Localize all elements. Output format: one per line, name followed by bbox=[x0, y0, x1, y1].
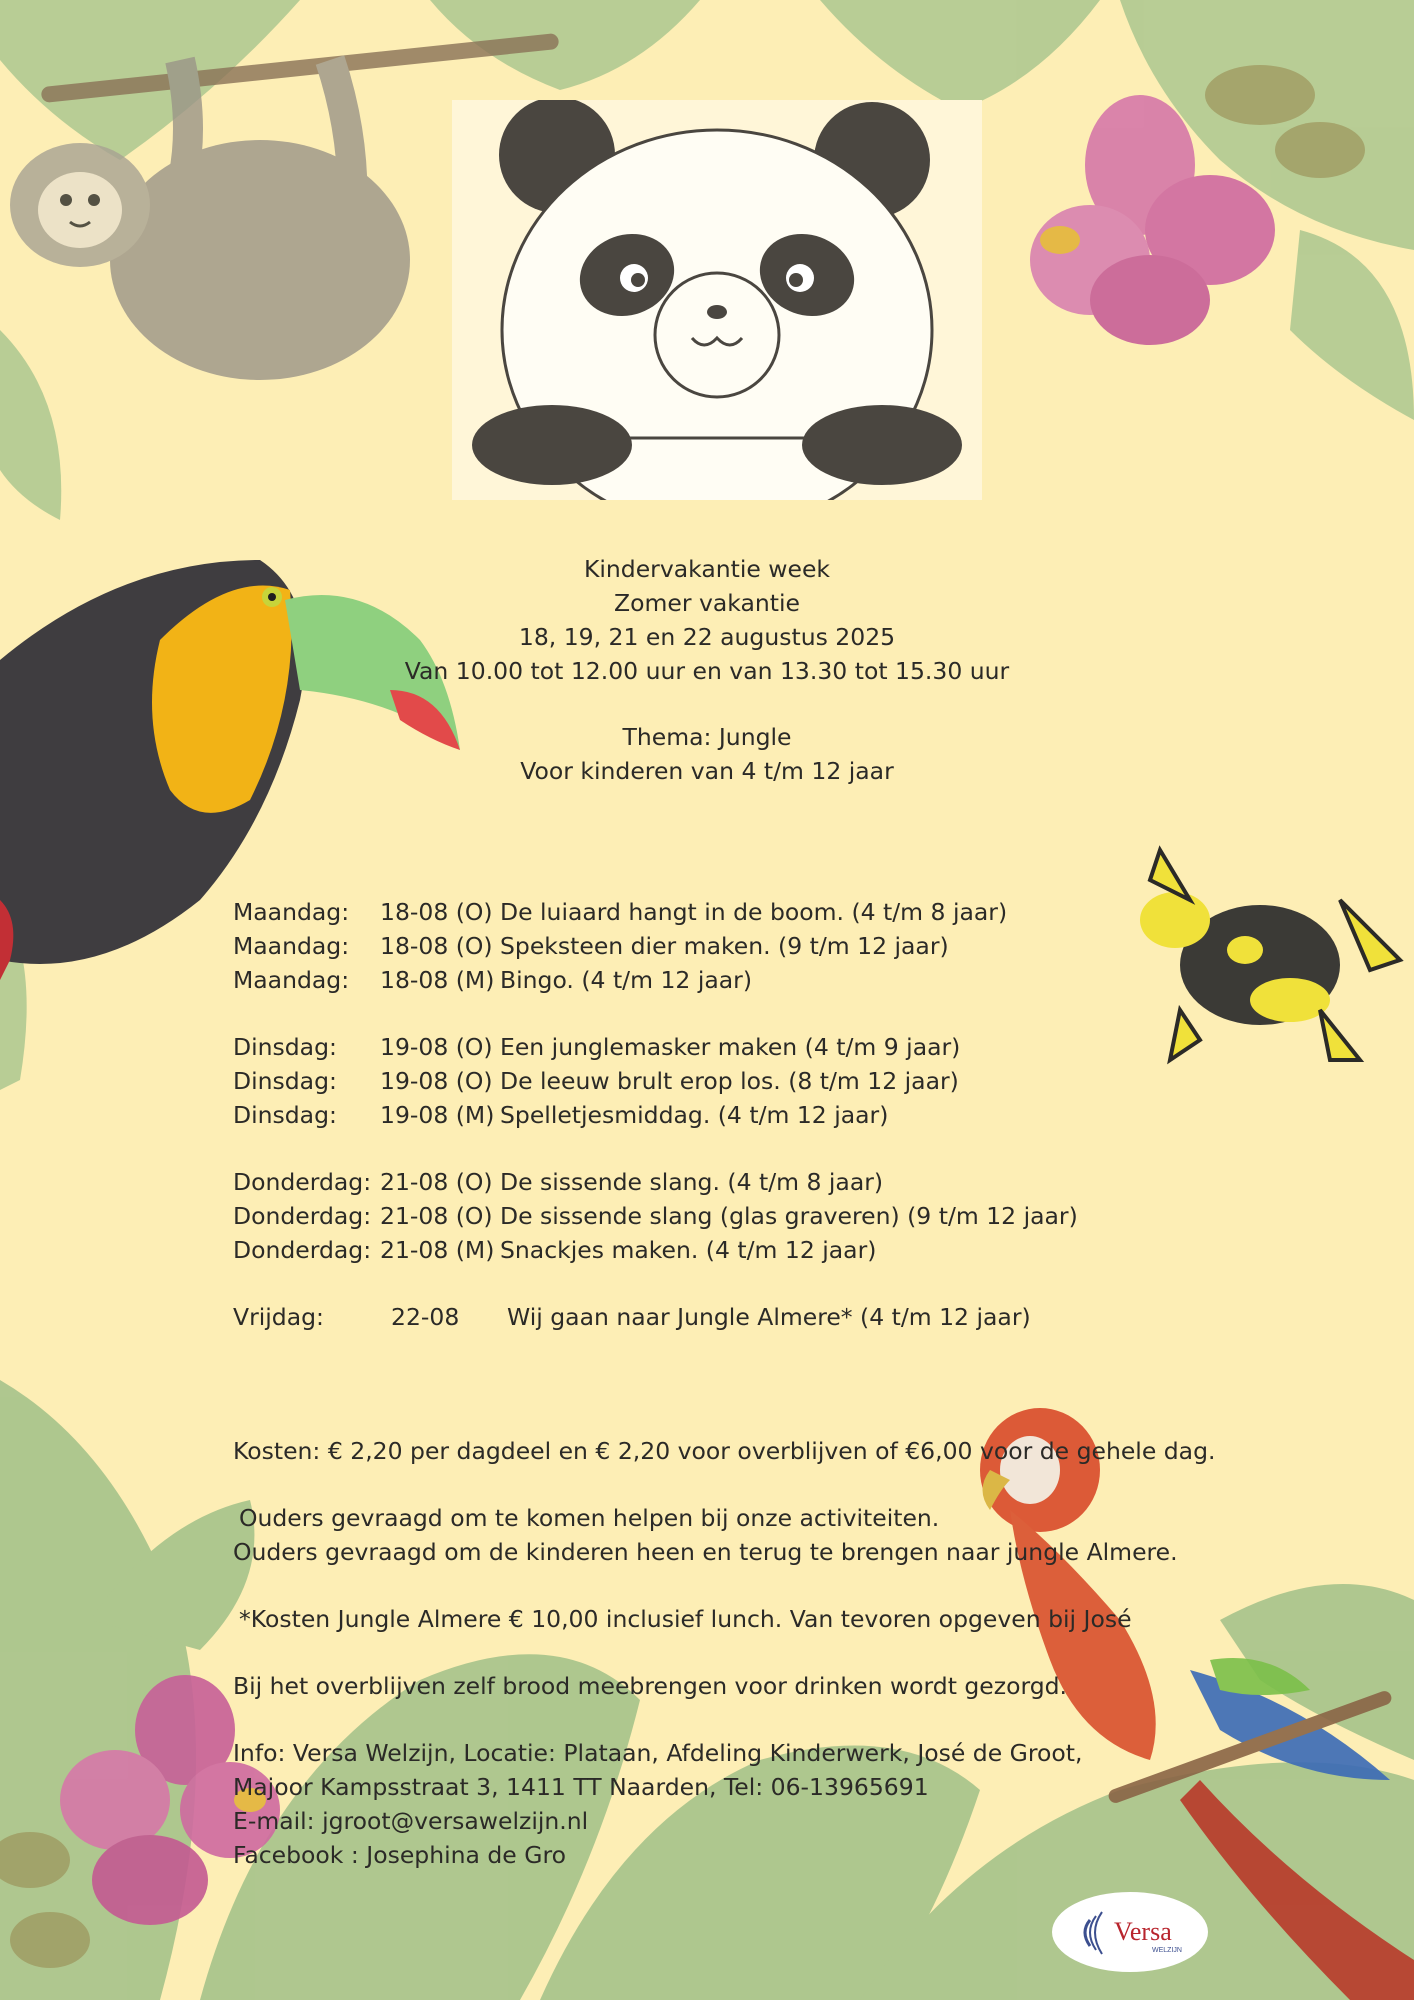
schedule-activity: Speksteen dier maken. (9 t/m 12 jaar) bbox=[500, 932, 949, 960]
schedule-date: 19-08 (O) bbox=[380, 1033, 493, 1061]
schedule-row bbox=[233, 1300, 1078, 1334]
event-ages: Voor kinderen van 4 t/m 12 jaar bbox=[520, 757, 894, 785]
jungle-costs-text: *Kosten Jungle Almere € 10,00 inclusief lunch. Van tevoren opgeven bij José bbox=[239, 1605, 1132, 1633]
event-header bbox=[0, 552, 1414, 788]
schedule-day: Donderdag: bbox=[233, 1168, 372, 1196]
parents-help-text: Ouders gevraagd om te komen helpen bij onze activiteiten. bbox=[239, 1504, 940, 1532]
schedule-activity: De luiaard hangt in de boom. (4 t/m 8 jaar) bbox=[500, 898, 1008, 926]
schedule-date: 18-08 (M) bbox=[380, 966, 495, 994]
logo-name: Versa bbox=[1114, 1917, 1172, 1946]
schedule-activity: Snackjes maken. (4 t/m 12 jaar) bbox=[500, 1236, 877, 1264]
schedule-row bbox=[233, 1064, 1078, 1098]
schedule-date: 19-08 (M) bbox=[380, 1101, 495, 1129]
schedule-day: Maandag: bbox=[233, 966, 350, 994]
schedule-date: 18-08 (O) bbox=[380, 932, 493, 960]
schedule-activity: Wij gaan naar Jungle Almere* (4 t/m 12 jaar) bbox=[507, 1303, 1031, 1331]
schedule-row bbox=[233, 895, 1078, 929]
costs-text: Kosten: € 2,20 per dagdeel en € 2,20 voor overblijven of €6,00 voor de gehele dag. bbox=[233, 1437, 1216, 1465]
schedule-row bbox=[233, 1030, 1078, 1064]
parents-transport-text: Ouders gevraagd om de kinderen heen en terug te brengen naar jungle Almere. bbox=[233, 1538, 1178, 1566]
event-dates: 18, 19, 21 en 22 augustus 2025 bbox=[518, 623, 896, 651]
schedule-day: Dinsdag: bbox=[233, 1101, 337, 1129]
schedule-day: Dinsdag: bbox=[233, 1067, 337, 1095]
schedule-day: Donderdag: bbox=[233, 1236, 372, 1264]
activity-schedule bbox=[233, 895, 1078, 1334]
schedule-date: 21-08 (M) bbox=[380, 1236, 495, 1264]
schedule-date: 22-08 bbox=[391, 1303, 460, 1331]
event-times: Van 10.00 tot 12.00 uur en van 13.30 tot 15.30 uur bbox=[404, 657, 1010, 685]
logo-sub: WELZIJN bbox=[1152, 1947, 1182, 1954]
schedule-activity: De leeuw brult erop los. (8 t/m 12 jaar) bbox=[500, 1067, 959, 1095]
schedule-row bbox=[233, 1233, 1078, 1267]
schedule-date: 18-08 (O) bbox=[380, 898, 493, 926]
event-season: Zomer vakantie bbox=[614, 589, 800, 617]
versa-logo bbox=[1050, 1890, 1210, 1974]
schedule-activity: De sissende slang. (4 t/m 8 jaar) bbox=[500, 1168, 884, 1196]
panda-icon bbox=[452, 100, 982, 500]
email-text: E-mail: jgroot@versawelzijn.nl bbox=[233, 1807, 589, 1835]
schedule-row bbox=[233, 929, 1078, 963]
event-theme: Thema: Jungle bbox=[622, 723, 792, 751]
panda-illustration bbox=[452, 100, 982, 500]
facebook-text: Facebook : Josephina de Gro bbox=[233, 1841, 566, 1869]
schedule-activity: Een junglemasker maken (4 t/m 9 jaar) bbox=[500, 1033, 961, 1061]
schedule-row bbox=[233, 1098, 1078, 1132]
schedule-row bbox=[233, 963, 1078, 997]
schedule-day: Vrijdag: bbox=[233, 1303, 324, 1331]
schedule-date: 19-08 (O) bbox=[380, 1067, 493, 1095]
schedule-day: Maandag: bbox=[233, 898, 350, 926]
schedule-day: Dinsdag: bbox=[233, 1033, 337, 1061]
contact-line-1: Info: Versa Welzijn, Locatie: Plataan, Afdeling Kinderwerk, José de Groot, bbox=[233, 1739, 1083, 1767]
contact-line-2: Majoor Kampsstraat 3, 1411 TT Naarden, Tel: 06-13965691 bbox=[233, 1773, 929, 1801]
schedule-day: Maandag: bbox=[233, 932, 350, 960]
info-block bbox=[233, 1434, 1215, 1872]
schedule-row bbox=[233, 1165, 1078, 1199]
schedule-date: 21-08 (O) bbox=[380, 1168, 493, 1196]
frog-icon bbox=[1140, 850, 1400, 1060]
schedule-row bbox=[233, 1199, 1078, 1233]
versa-logo-icon bbox=[1050, 1890, 1210, 1974]
schedule-date: 21-08 (O) bbox=[380, 1202, 493, 1230]
schedule-day: Donderdag: bbox=[233, 1202, 372, 1230]
lunch-text: Bij het overblijven zelf brood meebrengen voor drinken wordt gezorgd. bbox=[233, 1672, 1068, 1700]
schedule-activity: De sissende slang (glas graveren) (9 t/m 12 jaar) bbox=[500, 1202, 1078, 1230]
schedule-activity: Spelletjesmiddag. (4 t/m 12 jaar) bbox=[500, 1101, 889, 1129]
schedule-activity: Bingo. (4 t/m 12 jaar) bbox=[500, 966, 752, 994]
event-title: Kindervakantie week bbox=[583, 555, 831, 583]
